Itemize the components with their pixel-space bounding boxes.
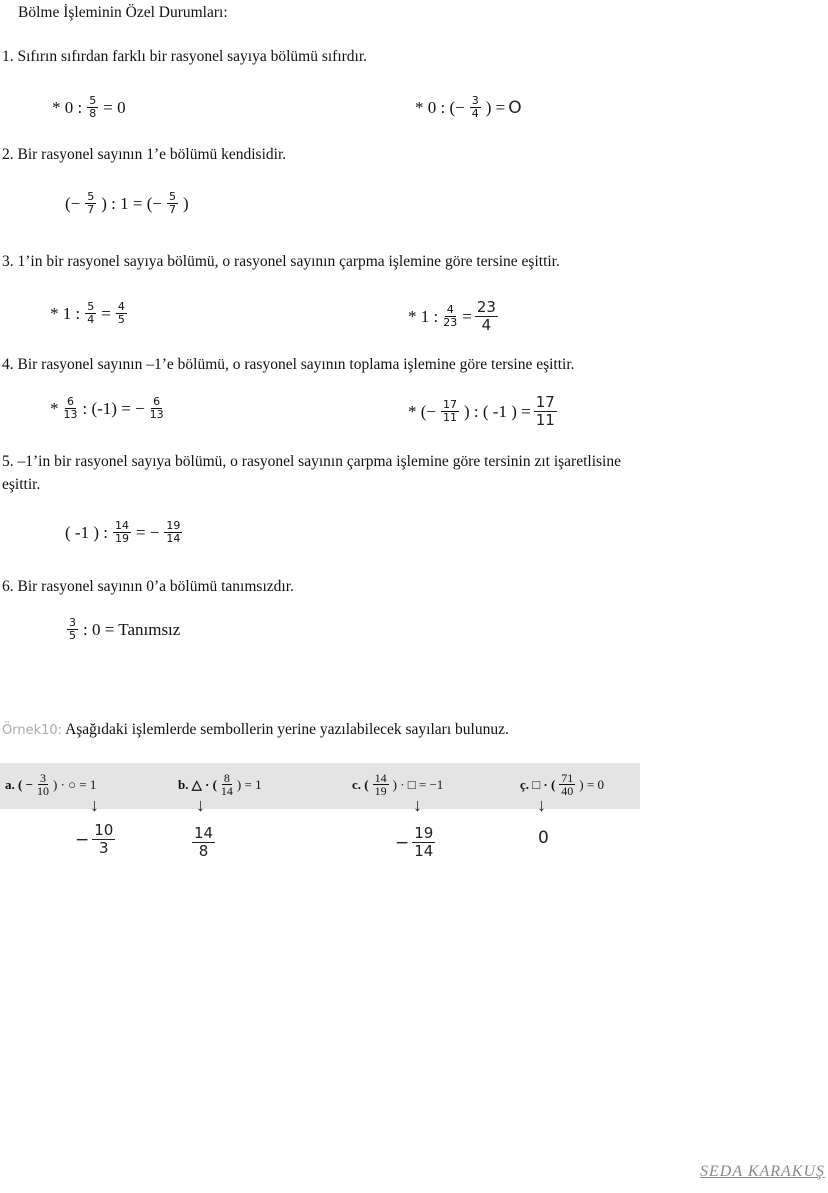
exercise-c-cedilla: ç. □ · ( 71 40 ) = 0	[520, 771, 604, 798]
answer-c: − $\frac{19}{14}$	[395, 824, 434, 860]
rule-4: 4. Bir rasyonel sayının –1’e bölümü, o rasyonel sayının toplama işlemine göre tersine eşittir.	[2, 356, 575, 373]
exercise-c: c. ( 14 19 ) · □ = −1	[352, 771, 444, 798]
arrow-down-icon: ↓	[90, 795, 99, 815]
example-heading: Örnek10: Aşağıdaki işlemlerde sembollerin yerine yazılabilecek sayıları bulunuz.	[2, 721, 509, 738]
example-3b: * 1 : $\frac{4}{23}$ = $\frac{23}{4}$	[408, 298, 496, 334]
example-2: (− $\frac{5}{7}$ ) : 1 = (− $\frac{5}{7}$ )	[65, 190, 189, 216]
rule-5-cont: eşittir.	[2, 476, 41, 493]
example-5: ( -1 ) : $\frac{14}{19}$ = − $\frac{19}{14}$	[65, 519, 181, 545]
author-signature: SEDA KARAKUŞ	[700, 1163, 826, 1180]
example-3a: * 1 : $\frac{5}{4}$ = $\frac{4}{5}$	[50, 300, 125, 326]
answer-b: 14 8	[194, 824, 214, 860]
exercise-b: b. △ · ( 8 14 ) = 1	[178, 771, 262, 798]
rule-6: 6. Bir rasyonel sayının 0’a bölümü tanımsızdır.	[2, 578, 294, 595]
arrow-down-icon: ↓	[537, 795, 546, 815]
example-4b: * (− $\frac{17}{11}$ ) : ( -1 ) = $\frac{17}{11}$	[408, 393, 555, 429]
arrow-down-icon: ↓	[196, 795, 205, 815]
example-1b: * 0 : (− $\frac{3}{4}$ ) = O	[415, 94, 522, 120]
exercise-a: a. ( − $\frac{3}{10}$ ) · ○ = 1	[5, 771, 97, 798]
answer-a: − $\frac{10}{3}$	[75, 821, 114, 857]
handwritten-answer: $\frac{17}{11}$	[535, 393, 555, 429]
page-title: Bölme İşleminin Özel Durumları:	[18, 4, 228, 21]
rule-1: 1. Sıfırın sıfırdan farklı bir rasyonel sayıya bölümü sıfırdır.	[2, 48, 368, 65]
example-1a: * 0 : $\frac{5}{8}$ = 0	[52, 94, 126, 120]
handwritten-answer: $\frac{23}{4}$	[476, 298, 496, 334]
answer-c-cedilla: 0	[538, 828, 549, 848]
rule-3: 3. 1’in bir rasyonel sayıya bölümü, o rasyonel sayının çarpma işlemine göre tersine eşittir.	[2, 253, 560, 270]
rule-2: 2. Bir rasyonel sayının 1’e bölümü kendisidir.	[2, 146, 287, 163]
example-6: 3 5 : 0 = Tanımsız	[69, 616, 181, 642]
handwritten-answer: O	[508, 97, 522, 118]
rule-5: 5. –1’in bir rasyonel sayıya bölümü, o rasyonel sayının çarpma işlemine göre tersinin zıt işaretlisine	[2, 453, 621, 470]
arrow-down-icon: ↓	[413, 795, 422, 815]
example-4a: * 6 13 : (-1) = − $\frac{6}{13}$	[50, 395, 164, 421]
